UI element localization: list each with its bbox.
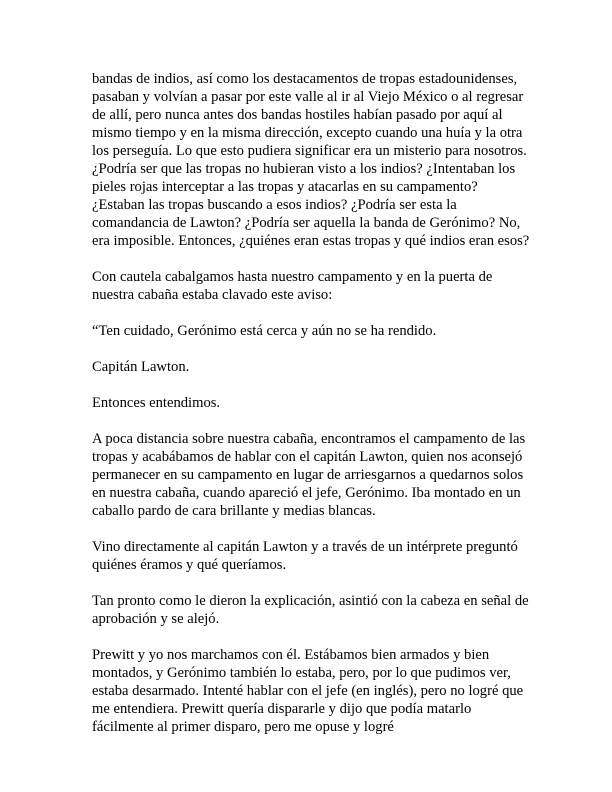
paragraph: Con cautela cabalgamos hasta nuestro campamento y en la puerta de nuestra cabaña estaba clavado este aviso: xyxy=(92,269,493,303)
document-body xyxy=(92,70,532,736)
paragraph: Vino directamente al capitán Lawton y a través de un intérprete preguntó quiénes éramos y qué queríamos. xyxy=(92,539,518,573)
paragraph: bandas de indios, así como los destacamentos de tropas estadounidenses, pasaban y volvían a pasar por este valle al ir al Viejo México o al regresar de allí, pero nunca antes dos bandas hostiles habían pasado por aquí al mismo tiempo y en la misma dirección, excepto cuando una huía y la otra los perseguía. Lo que esto pudiera significar era un misterio para nosotros. ¿Podría ser que las tropas no hubieran visto a los indios? ¿Intentaban los pieles rojas interceptar a las tropas y atacarlas en su campamento? ¿Estaban las tropas buscando a esos indios? ¿Podría ser esta la comandancia de Lawton? ¿Podría ser aquella la banda de Gerónimo? No, era imposible. Entonces, ¿quiénes eran estas tropas y qué indios eran esos? xyxy=(92,71,530,249)
paragraph: Entonces entendimos. xyxy=(92,395,221,411)
paragraph: “Ten cuidado, Gerónimo está cerca y aún no se ha rendido. xyxy=(92,323,437,339)
paragraph: Tan pronto como le dieron la explicación, asintió con la cabeza en señal de aprobación y se alejó. xyxy=(92,593,529,627)
paragraph: Prewitt y yo nos marchamos con él. Estábamos bien armados y bien montados, y Gerónimo también lo estaba, pero, por lo que pudimos ver, estaba desarmado. Intenté hablar con el jefe (en inglés), pero no logré que me entendiera. Prewitt quería dispararle y dijo que podía matarlo fácilmente al primer disparo, pero me opuse y logré xyxy=(92,647,524,735)
paragraph: A poca distancia sobre nuestra cabaña, encontramos el campamento de las tropas y acabábamos de hablar con el capitán Lawton, quien nos aconsejó permanecer en su campamento en lugar de arriesgarnos a quedarnos solos en nuestra cabaña, cuando apareció el jefe, Gerónimo. Iba montado en un caballo pardo de cara brillante y medias blancas. xyxy=(92,431,526,519)
paragraph: Capitán Lawton. xyxy=(92,359,190,375)
